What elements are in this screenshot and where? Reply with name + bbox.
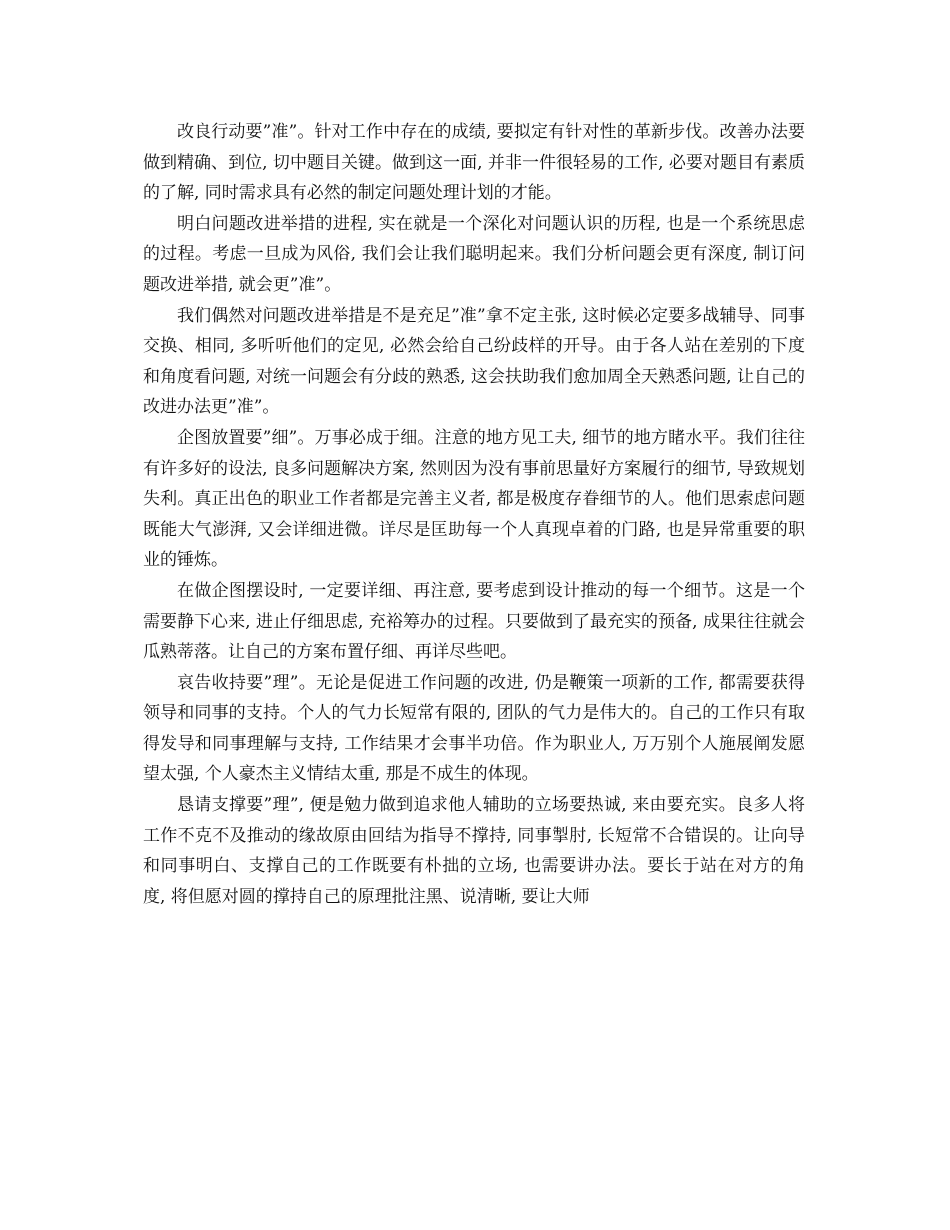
paragraph: 企图放置要”细”。万事必成于细。注意的地方见工夫, 细节的地方睹水平。我们往往有许多好的设法, 良多问题解决方案, 然则因为没有事前思量好方案履行的细节, 导致规划失利。真正出色的职业工作者都是完善主义者, 都是极度存眷细节的人。他们思索虑问题既能大气澎湃, 又会详细进微。详尽是匡助每一个人真现卓着的门路, 也是异常重要的职业的锤炼。 <box>143 427 805 571</box>
paragraph: 哀告收持要”理”。无论是促进工作问题的改进, 仍是鞭策一项新的工作, 都需要获得领导和同事的支持。个人的气力长短常有限的, 团队的气力是伟大的。自己的工作只有取得发导和同事理解与支持, 工作结果才会事半功倍。作为职业人, 万万别个人施展阐发愿望太强, 个人豪杰主义情结太重, 那是不成生的体现。 <box>143 672 805 785</box>
paragraph: 在做企图摆设时, 一定要详细、再注意, 要考虑到设计推动的每一个细节。这是一个需要静下心来, 进止仔细思虑, 充裕筹办的过程。只要做到了最充实的预备, 成果往往就会瓜熟蒂落。让自己的方案布置仔细、再详尽些吧。 <box>143 580 805 663</box>
document-body <box>143 117 805 912</box>
paragraph: 恳请支撑要”理”, 便是勉力做到追求他人辅助的立场要热诚, 来由要充实。良多人将工作不克不及推动的缘故原由回结为指导不撑持, 同事掣肘, 长短常不合错误的。让向导和同事明白、支撑自己的工作既要有朴拙的立场, 也需要讲办法。要长于站在对方的角度, 将但愿对圆的撑持自己的原理批注黑、说清晰, 要让大师 <box>143 795 805 907</box>
paragraph: 我们偶然对问题改进举措是不是充足”准”拿不定主张, 这时候必定要多战辅导、同事交换、相同, 多听听他们的定见, 必然会给自己纷歧样的开导。由于各人站在差别的下度和角度看问题, 对统一问题会有分歧的熟悉, 这会扶助我们愈加周全天熟悉问题, 让自己的改进办法更”准”。 <box>143 305 805 418</box>
paragraph: 明白问题改进举措的进程, 实在就是一个深化对问题认识的历程, 也是一个系统思虑的过程。考虑一旦成为风俗, 我们会让我们聪明起来。我们分析问题会更有深度, 制订问题改进举措, 就会更”准”。 <box>143 213 805 295</box>
paragraph: 改良行动要”准”。针对工作中存在的成绩, 要拟定有针对性的革新步伐。改善办法要做到精确、到位, 切中题目关键。做到这一面, 并非一件很轻易的工作, 必要对题目有素质的了解, 同时需求具有必然的制定问题处理计划的才能。 <box>143 122 805 204</box>
